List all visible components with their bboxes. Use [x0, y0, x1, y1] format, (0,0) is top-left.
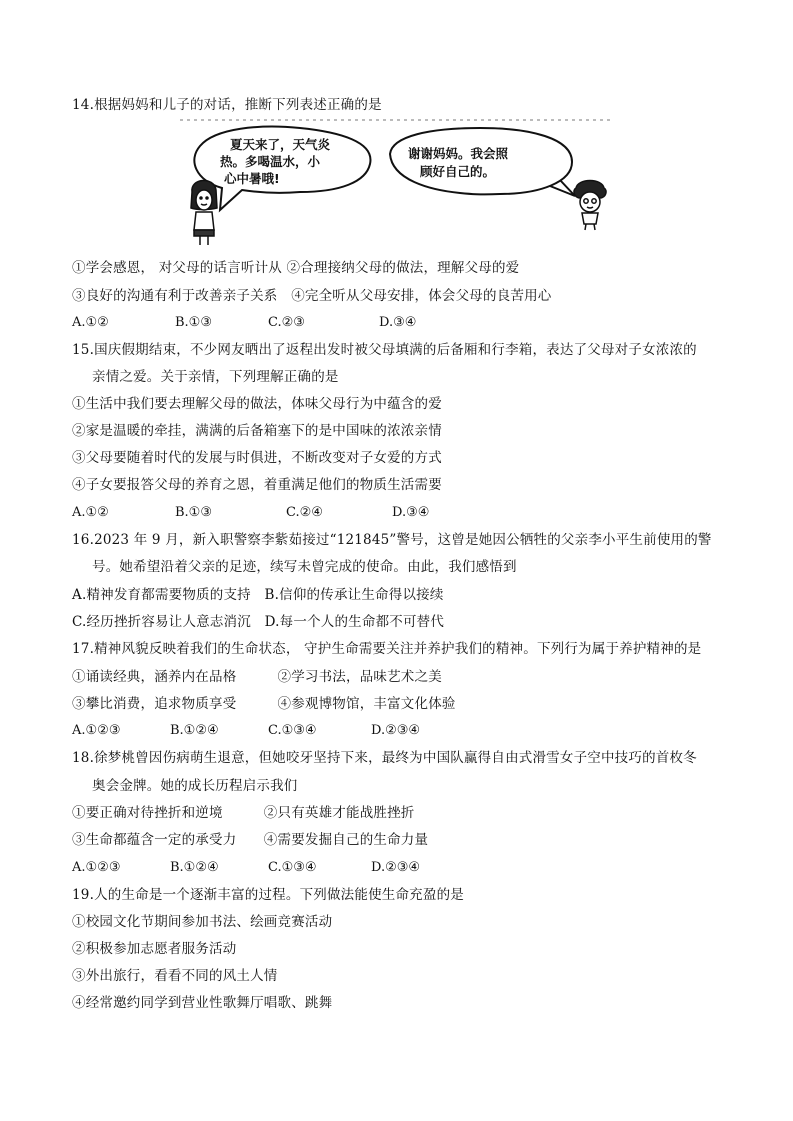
q17-statements-1-2: ①诵读经典，涵养内在品格 ②学习书法，品味艺术之美 — [72, 669, 442, 685]
q18-option-c[interactable]: C.①③④ — [268, 860, 317, 875]
q15-option-b[interactable]: B.①③ — [175, 505, 212, 520]
q15-statement-2: ②家是温暖的牵挂，满满的后备箱塞下的是中国味的浓浓亲情 — [72, 423, 442, 439]
q17-stem: 17.精神风貌反映着我们的生命状态， 守护生命需要关注并养护我们的精神。下列行为属于养护精神的是 — [72, 641, 702, 657]
q17-option-c[interactable]: C.①③④ — [268, 723, 317, 738]
q14-statement-3-4: ③良好的沟通有利于改善亲子关系 ④完全听从父母安排，体会父母的良苦用心 — [72, 288, 552, 304]
q15-option-d[interactable]: D.③④ — [392, 505, 430, 520]
q15-option-c[interactable]: C.②④ — [286, 505, 323, 520]
q14-statement-1-2: ①学会感恩， 对父母的话言听计从 ②合理接纳父母的做法，理解父母的爱 — [72, 260, 520, 276]
q18-statements-1-2: ①要正确对待挫折和逆境 ②只有英雄才能战胜挫折 — [72, 805, 415, 821]
q14-option-a[interactable]: A.①② — [72, 315, 109, 330]
q15-option-a[interactable]: A.①② — [72, 505, 109, 520]
q14-option-d[interactable]: D.③④ — [379, 315, 417, 330]
q15-statement-3: ③父母要随着时代的发展与时俱进，不断改变对子女爱的方式 — [72, 450, 442, 466]
q15-options — [72, 504, 429, 522]
son-figure — [574, 181, 606, 231]
q18-option-b[interactable]: B.①②④ — [170, 860, 219, 875]
mom-speech-bubble — [194, 127, 370, 210]
q14-option-b[interactable]: B.①③ — [175, 315, 212, 330]
q19-stem: 19.人的生命是一个逐渐丰富的过程。下列做法能使生命充盈的是 — [72, 887, 464, 903]
q16-options-a-b[interactable]: A.精神发育都需要物质的支持 B.信仰的传承让生命得以接续 — [72, 587, 444, 603]
son-speech-bubble — [390, 128, 575, 196]
q19-statement-1: ①校园文化节期间参加书法、绘画竞赛活动 — [72, 914, 333, 930]
q16-stem-line-1: 16.2023 年 9 月，新入职警察李紫茹接过“121845”警号，这曾是她因公牺牲的父亲李小平生前使用的警 — [72, 532, 712, 548]
q18-option-d[interactable]: D.②③④ — [371, 860, 421, 875]
mom-bubble-line-3: 心中暑哦! — [224, 171, 280, 186]
q14-options — [72, 314, 416, 332]
q17-option-d[interactable]: D.②③④ — [371, 723, 421, 738]
q19-statement-4: ④经常邀约同学到营业性歌舞厅唱歌、跳舞 — [72, 995, 333, 1011]
q17-option-b[interactable]: B.①②④ — [170, 723, 219, 738]
q16-stem-line-2: 号。她希望沿着父亲的足迹，续写未曾完成的使命。由此，我们感悟到 — [92, 559, 517, 575]
q19-statement-3: ③外出旅行，看看不同的风土人情 — [72, 968, 278, 984]
mother-son-cartoon — [180, 118, 610, 248]
q17-options — [72, 722, 420, 740]
q16-options-c-d[interactable]: C.经历挫折容易让人意志消沉 D.每一个人的生命都不可替代 — [72, 614, 445, 630]
q15-stem-line-2: 亲情之爱。关于亲情，下列理解正确的是 — [92, 369, 339, 385]
q18-stem-line-2: 奥会金牌。她的成长历程启示我们 — [92, 778, 298, 794]
q14-stem: 14.根据妈妈和儿子的对话，推断下列表述正确的是 — [72, 97, 382, 113]
son-bubble-line-1: 谢谢妈妈。我会照 — [408, 146, 509, 161]
mother-figure — [191, 180, 217, 245]
q18-stem-line-1: 18.徐梦桃曾因伤病萌生退意，但她咬牙坚持下来，最终为中国队赢得自由式滑雪女子空中技巧的首枚冬 — [72, 750, 697, 766]
q17-statements-3-4: ③攀比消费，追求物质享受 ④参观博物馆，丰富文化体验 — [72, 696, 456, 712]
q14-option-c[interactable]: C.②③ — [268, 315, 305, 330]
q15-stem-line-1: 15.国庆假期结束，不少网友晒出了返程出发时被父母填满的后备厢和行李箱，表达了父母对子女浓浓的 — [72, 342, 697, 358]
son-bubble-line-2: 顾好自己的。 — [420, 164, 496, 179]
mom-bubble-line-1: 夏天来了，天气炎 — [230, 137, 331, 152]
q18-option-a[interactable]: A.①②③ — [72, 860, 121, 875]
mom-bubble-line-2: 热。多喝温水，小 — [220, 154, 321, 169]
q17-option-a[interactable]: A.①②③ — [72, 723, 121, 738]
q18-options — [72, 859, 420, 877]
q19-statement-2: ②积极参加志愿者服务活动 — [72, 941, 237, 957]
q18-statements-3-4: ③生命都蕴含一定的承受力 ④需要发掘自己的生命力量 — [72, 832, 429, 848]
q15-statement-4: ④子女要报答父母的养育之恩，着重满足他们的物质生活需要 — [72, 477, 442, 493]
q15-statement-1: ①生活中我们要去理解父母的做法，体味父母行为中蕴含的爱 — [72, 396, 442, 412]
